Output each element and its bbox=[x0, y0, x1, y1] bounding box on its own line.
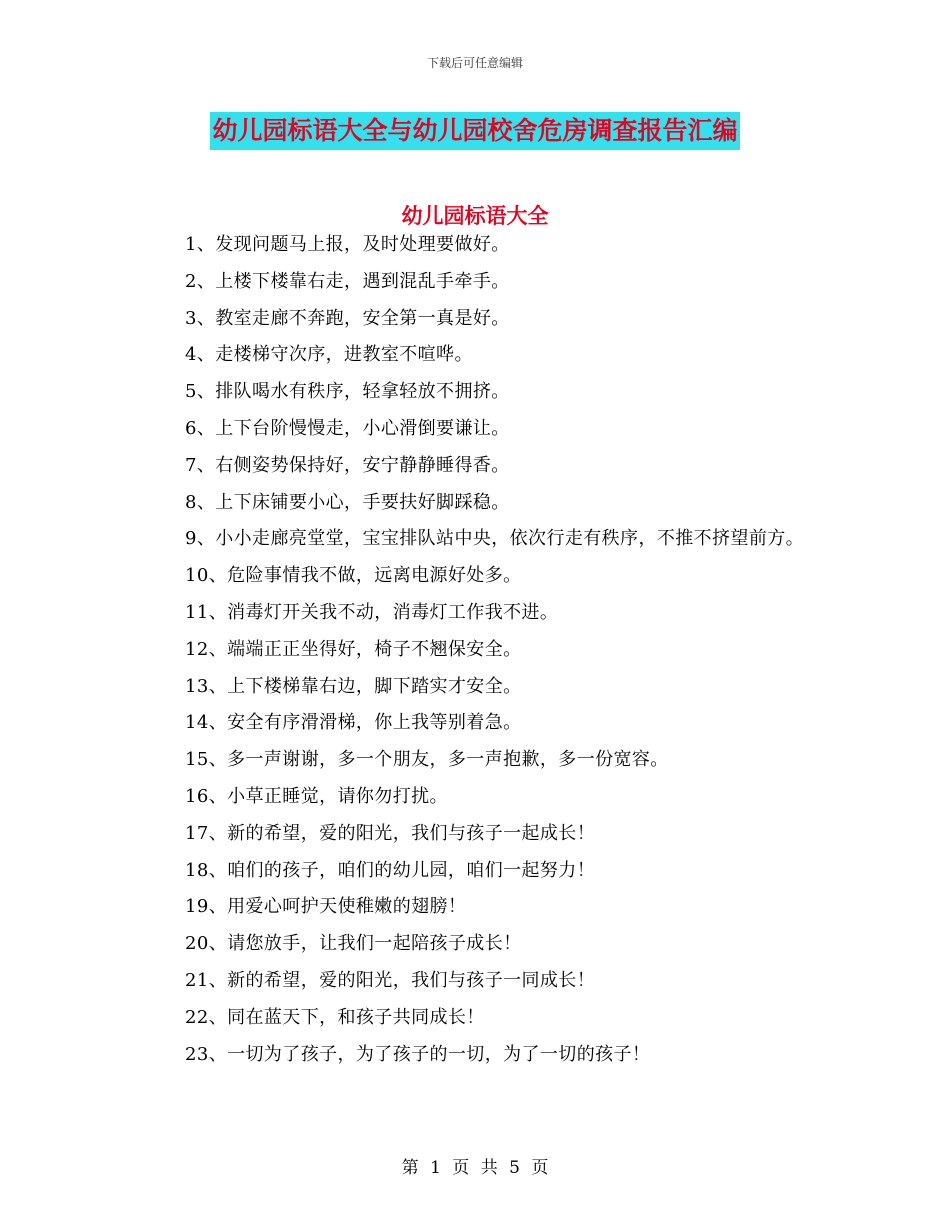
list-item: 3、教室走廊不奔跑，安全第一真是好。 bbox=[185, 307, 510, 329]
list-item: 19、用爱心呵护天使稚嫩的翅膀！ bbox=[185, 896, 467, 918]
list-item: 15、多一声谢谢，多一个朋友，多一声抱歉，多一份宽容。 bbox=[185, 749, 669, 771]
list-item: 9、小小走廊亮堂堂，宝宝排队站中央，依次行走有秩序，不推不挤望前方。 bbox=[185, 528, 805, 550]
header-note: 下载后可任意编辑 bbox=[426, 56, 523, 70]
list-item: 10、危险事情我不做，远离电源好处多。 bbox=[185, 565, 522, 587]
list-item: 23、一切为了孩子，为了孩子的一切，为了一切的孩子！ bbox=[185, 1043, 651, 1065]
list-item: 4、走楼梯守次序，进教室不喧哗。 bbox=[185, 344, 473, 366]
document-title-text: 幼儿园标语大全与幼儿园校舍危房调查报告汇编 bbox=[210, 112, 739, 150]
list-item: 17、新的希望，爱的阳光，我们与孩子一起成长！ bbox=[185, 822, 596, 844]
list-item: 22、同在蓝天下，和孩子共同成长！ bbox=[185, 1006, 485, 1028]
list-item: 16、小草正睡觉，请你勿打扰。 bbox=[185, 785, 448, 807]
list-item: 8、上下床铺要小心，手要扶好脚踩稳。 bbox=[185, 491, 510, 513]
document-title bbox=[0, 112, 950, 150]
section-title: 幼儿园标语大全 bbox=[401, 203, 549, 228]
list-item: 20、请您放手，让我们一起陪孩子成长！ bbox=[185, 933, 522, 955]
list-item: 6、上下台阶慢慢走，小心滑倒要谦让。 bbox=[185, 417, 510, 439]
slogan-list bbox=[141, 227, 821, 1073]
list-item: 21、新的希望，爱的阳光，我们与孩子一同成长！ bbox=[185, 969, 596, 991]
list-item: 1、发现问题马上报，及时处理要做好。 bbox=[185, 234, 510, 255]
page-footer: 第 1 页 共 5 页 bbox=[401, 1158, 549, 1178]
list-item: 18、咱们的孩子，咱们的幼儿园，咱们一起努力！ bbox=[185, 859, 596, 881]
list-item: 11、消毒灯开关我不动，消毒灯工作我不进。 bbox=[185, 601, 559, 623]
list-item: 12、端端正正坐得好，椅子不翘保安全。 bbox=[185, 638, 522, 660]
list-item: 7、右侧姿势保持好，安宁静静睡得香。 bbox=[185, 454, 510, 476]
list-item: 5、排队喝水有秩序，轻拿轻放不拥挤。 bbox=[185, 381, 510, 403]
list-item: 13、上下楼梯靠右边，脚下踏实才安全。 bbox=[185, 675, 522, 697]
list-item: 2、上楼下楼靠右走，遇到混乱手牵手。 bbox=[185, 270, 510, 292]
list-item: 14、安全有序滑滑梯，你上我等别着急。 bbox=[185, 712, 522, 734]
